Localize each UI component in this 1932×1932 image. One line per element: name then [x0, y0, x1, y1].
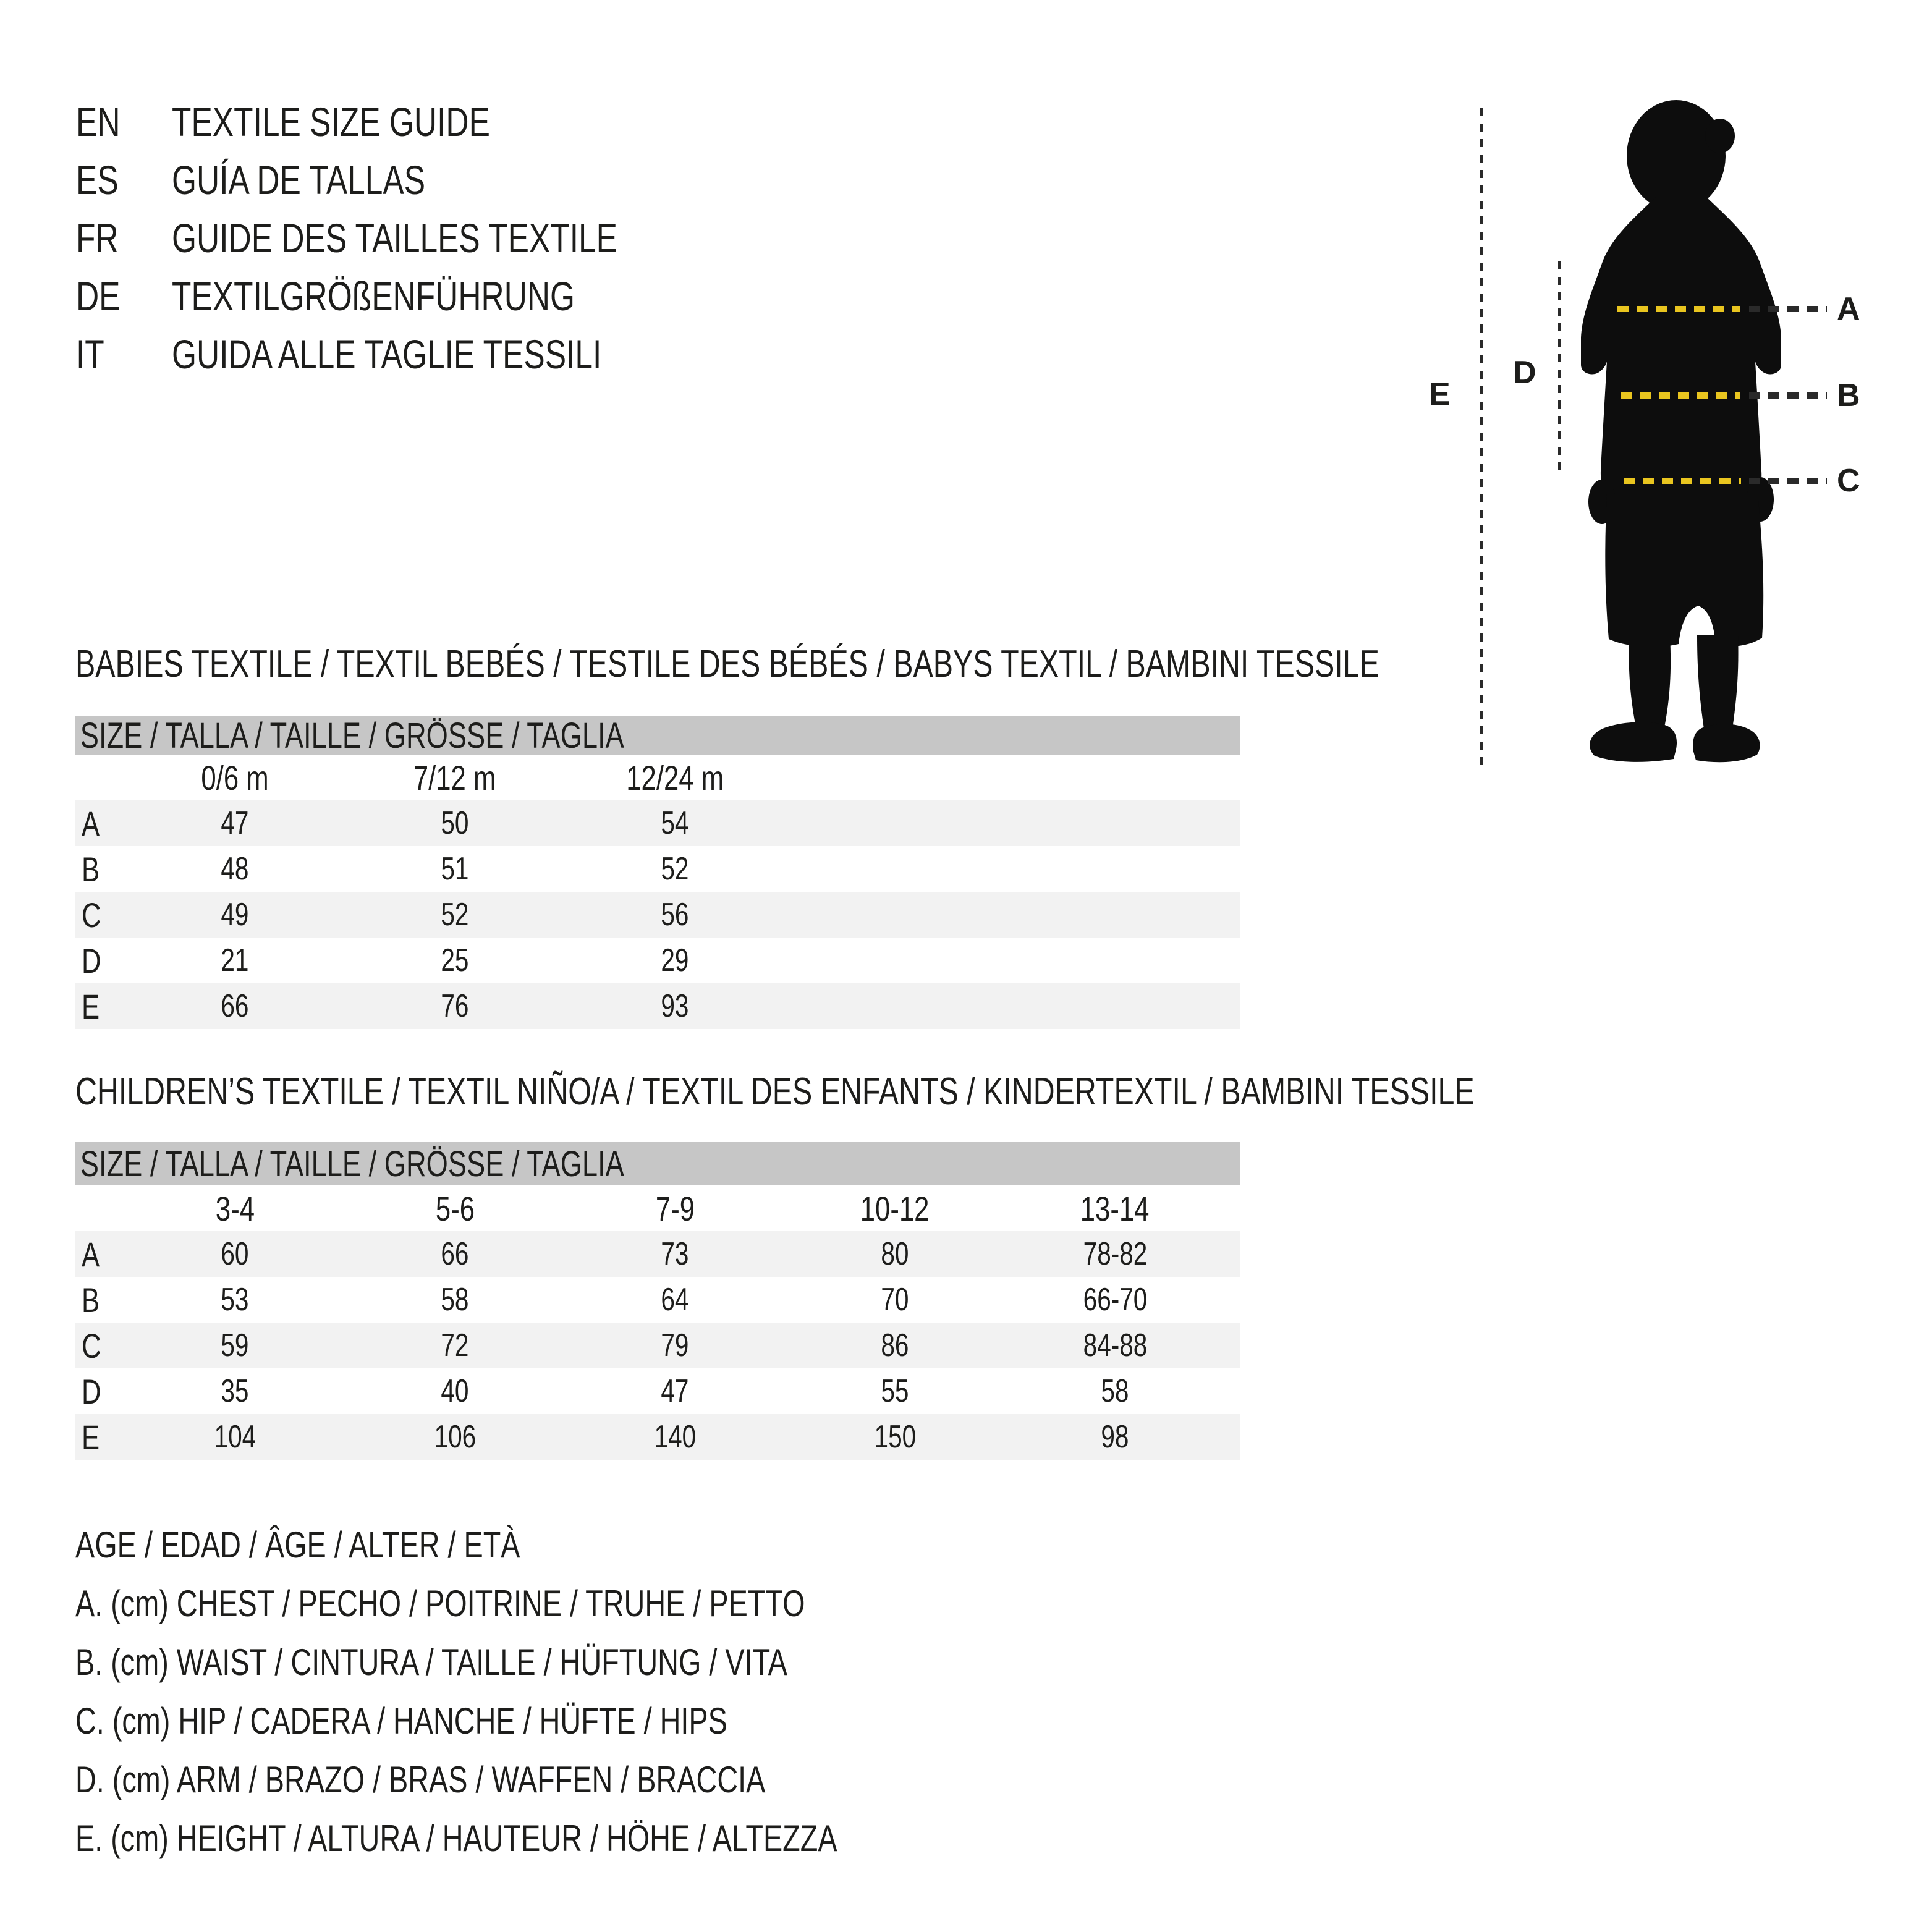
size-value: 66-70	[1083, 1282, 1147, 1318]
silhouette-shorts	[1605, 494, 1763, 647]
column-header: 13-14	[1080, 1188, 1150, 1228]
table-row-E	[75, 983, 1240, 1029]
chest-measure-dash-yellow-A	[1617, 306, 1740, 312]
row-label: A	[82, 803, 100, 843]
size-value: 35	[221, 1373, 249, 1409]
column-header: 0/6 m	[201, 758, 269, 797]
language-row-en	[76, 93, 743, 151]
size-value: 70	[881, 1282, 909, 1318]
row-label: C	[82, 1326, 101, 1365]
language-code-de: DE	[76, 273, 121, 319]
legend-line-arm: D. (cm) ARM / BRAZO / BRAS / WAFFEN / BRACCIA	[75, 1759, 766, 1800]
size-value: 40	[441, 1373, 469, 1409]
size-value: 98	[1101, 1419, 1129, 1455]
legend-line-hip: C. (cm) HIP / CADERA / HANCHE / HÜFTE / HIPS	[75, 1700, 727, 1742]
hip-measure-dash-dark-C	[1749, 478, 1827, 484]
table-row-D	[75, 938, 1240, 983]
measure-label-B: B	[1837, 378, 1860, 413]
size-value: 49	[221, 897, 249, 933]
size-value: 47	[221, 805, 249, 841]
size-value: 66	[441, 1236, 469, 1272]
row-label: C	[82, 895, 101, 934]
size-value: 51	[441, 851, 469, 887]
silhouette-hair	[1705, 119, 1735, 153]
babies-section-title: BABIES TEXTILE / TEXTIL BEBÉS / TESTILE DES BÉBÉS / BABYS TEXTIL / BAMBINI TESSILE	[75, 643, 1379, 685]
measure-label-C: C	[1837, 463, 1860, 499]
size-value: 66	[221, 988, 249, 1024]
silhouette-torso	[1581, 197, 1781, 501]
babies-size-header: SIZE / TALLA / TAILLE / GRÖSSE / TAGLIA	[80, 715, 624, 756]
hip-measure-dash-yellow-C	[1624, 478, 1741, 484]
legend-line-age: AGE / EDAD / ÂGE / ALTER / ETÀ	[75, 1524, 520, 1566]
babies-column-header-row	[75, 755, 1240, 800]
table-row-C	[75, 892, 1240, 938]
children-section-title: CHILDREN’S TEXTILE / TEXTIL NIÑO/A / TEXTIL DES ENFANTS / KINDERTEXTIL / BAMBINI TESSILE	[75, 1070, 1475, 1113]
table-row-A	[75, 1231, 1240, 1277]
legend-line-waist: B. (cm) WAIST / CINTURA / TAILLE / HÜFTUNG / VITA	[75, 1642, 787, 1683]
children-size-header: SIZE / TALLA / TAILLE / GRÖSSE / TAGLIA	[80, 1143, 624, 1184]
row-label: E	[82, 1417, 100, 1457]
size-value: 79	[661, 1328, 689, 1363]
chest-measure-dash-dark-A	[1749, 306, 1827, 312]
language-row-fr	[76, 209, 743, 267]
babies-size-table	[75, 755, 1240, 1029]
size-value: 140	[654, 1419, 696, 1455]
size-value: 106	[434, 1419, 476, 1455]
language-code-en: EN	[76, 99, 121, 145]
children-size-table	[75, 1185, 1240, 1460]
size-value: 150	[874, 1419, 916, 1455]
size-value: 76	[441, 988, 469, 1024]
guide-title-de: TEXTILGRÖßENFÜHRUNG	[172, 273, 575, 319]
guide-title-en: TEXTILE SIZE GUIDE	[172, 99, 490, 145]
size-value: 53	[221, 1282, 249, 1318]
language-row-it	[76, 325, 743, 383]
row-label: D	[82, 1371, 101, 1411]
size-value: 84-88	[1083, 1328, 1147, 1363]
table-row-A	[75, 800, 1240, 846]
size-value: 56	[661, 897, 689, 933]
row-label: B	[82, 849, 100, 889]
table-row-C	[75, 1323, 1240, 1368]
measure-label-D: D	[1513, 355, 1536, 391]
size-value: 25	[441, 943, 469, 978]
guide-title-fr: GUIDE DES TAILLES TEXTILE	[172, 215, 617, 261]
row-label: B	[82, 1280, 100, 1320]
table-row-B	[75, 846, 1240, 892]
silhouette-right-shoe	[1693, 724, 1760, 762]
language-code-it: IT	[76, 331, 104, 377]
size-value: 58	[1101, 1373, 1129, 1409]
size-value: 52	[661, 851, 689, 887]
column-header: 5-6	[435, 1188, 475, 1228]
size-value: 72	[441, 1328, 469, 1363]
legend-line-chest: A. (cm) CHEST / PECHO / POITRINE / TRUHE / PETTO	[75, 1583, 805, 1624]
table-row-B	[75, 1277, 1240, 1323]
column-header: 10-12	[860, 1188, 930, 1228]
measurement-legend	[75, 1515, 1052, 1868]
column-header: 3-4	[215, 1188, 255, 1228]
silhouette-left-shoe	[1590, 722, 1677, 761]
babies-size-header-band	[75, 716, 1240, 755]
row-label: E	[82, 986, 100, 1026]
legend-line-height: E. (cm) HEIGHT / ALTURA / HAUTEUR / HÖHE / ALTEZZA	[75, 1818, 837, 1859]
row-label: D	[82, 941, 101, 980]
column-header: 12/24 m	[626, 758, 724, 797]
size-value: 52	[441, 897, 469, 933]
size-value: 73	[661, 1236, 689, 1272]
size-value: 50	[441, 805, 469, 841]
size-value: 86	[881, 1328, 909, 1363]
guide-title-it: GUIDA ALLE TAGLIE TESSILI	[172, 331, 602, 377]
guide-title-es: GUÍA DE TALLAS	[172, 157, 426, 203]
size-value: 21	[221, 943, 249, 978]
size-value: 29	[661, 943, 689, 978]
size-value: 47	[661, 1373, 689, 1409]
size-value: 78-82	[1083, 1236, 1147, 1272]
language-row-de	[76, 267, 743, 325]
column-header: 7/12 m	[413, 758, 496, 797]
size-value: 48	[221, 851, 249, 887]
size-value: 64	[661, 1282, 689, 1318]
children-column-header-row	[75, 1185, 1240, 1231]
size-value: 60	[221, 1236, 249, 1272]
waist-measure-dash-dark-B	[1749, 392, 1827, 399]
children-size-header-band	[75, 1142, 1240, 1185]
size-value: 104	[214, 1419, 256, 1455]
language-row-es	[76, 151, 743, 209]
language-code-es: ES	[76, 157, 119, 203]
table-row-D	[75, 1368, 1240, 1414]
size-value: 93	[661, 988, 689, 1024]
language-title-list	[76, 93, 743, 383]
size-value: 54	[661, 805, 689, 841]
size-value: 59	[221, 1328, 249, 1363]
language-code-fr: FR	[76, 215, 119, 261]
size-value: 80	[881, 1236, 909, 1272]
size-value: 58	[441, 1282, 469, 1318]
measure-label-E: E	[1429, 376, 1451, 412]
row-label: A	[82, 1234, 100, 1274]
column-header: 7-9	[655, 1188, 695, 1228]
table-row-E	[75, 1414, 1240, 1460]
size-value: 55	[881, 1373, 909, 1409]
waist-measure-dash-yellow-B	[1621, 392, 1740, 399]
silhouette-head	[1627, 100, 1726, 211]
measure-label-A: A	[1837, 291, 1860, 327]
arm-measure-line-D	[1558, 261, 1561, 470]
